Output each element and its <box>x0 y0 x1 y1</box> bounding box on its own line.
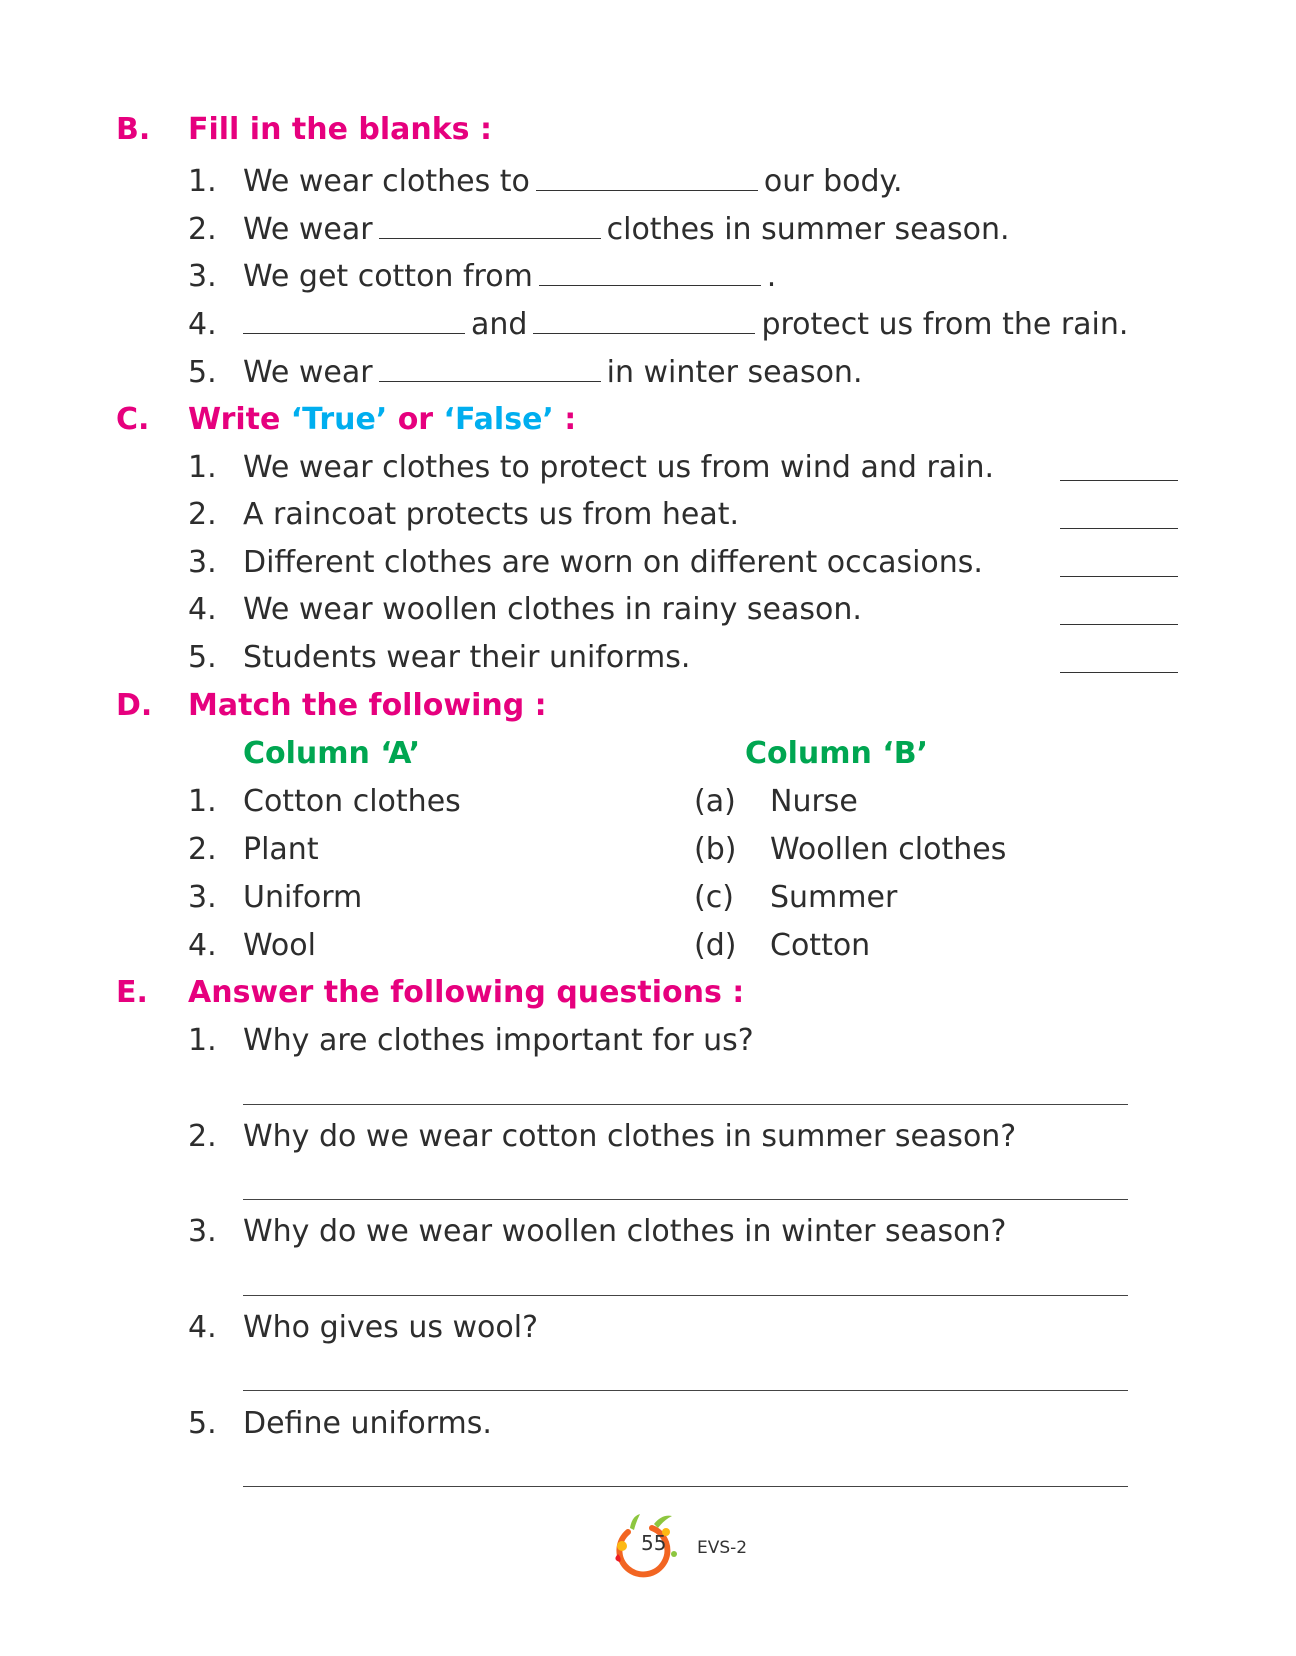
b-item-2 <box>243 210 1010 250</box>
e-item-5-text: Define uniforms. <box>243 1406 492 1441</box>
section-d-title: Match the following : <box>188 688 547 723</box>
c-item-4-answer-blank[interactable] <box>1060 624 1178 625</box>
d-row-3-b: Summer <box>770 880 898 915</box>
d-row-1-b: Nurse <box>770 784 858 819</box>
b-item-5-blank[interactable] <box>379 353 601 382</box>
e-item-2-text: Why do we wear cotton clothes in summer season? <box>243 1119 1017 1154</box>
e-item-1-num: 1. <box>188 1023 217 1058</box>
b-item-4 <box>243 305 1128 345</box>
b-item-5-after: in winter season. <box>606 355 863 390</box>
section-b-title: Fill in the blanks : <box>188 112 492 147</box>
e-item-5-num: 5. <box>188 1406 217 1441</box>
e-item-2-num: 2. <box>188 1119 217 1154</box>
e-item-4-num: 4. <box>188 1310 217 1345</box>
section-c-title-start: Write <box>188 402 291 437</box>
e-item-3-num: 3. <box>188 1214 217 1249</box>
c-item-5-num: 5. <box>188 640 217 675</box>
c-item-3-num: 3. <box>188 545 217 580</box>
e-item-2-answer-line[interactable] <box>243 1199 1128 1200</box>
d-row-4-num: 4. <box>188 928 217 963</box>
c-item-2-answer-blank[interactable] <box>1060 528 1178 529</box>
d-row-1-letter: (a) <box>694 784 736 819</box>
d-row-2-num: 2. <box>188 832 217 867</box>
section-b-letter: B. <box>116 112 151 147</box>
b-item-4-blank-1[interactable] <box>243 305 465 334</box>
e-item-1-answer-line[interactable] <box>243 1104 1128 1105</box>
b-item-3-num: 3. <box>188 259 217 294</box>
c-item-1-answer-blank[interactable] <box>1060 480 1178 481</box>
b-item-3 <box>243 257 776 297</box>
b-item-1-before: We wear clothes to <box>243 164 530 199</box>
b-item-4-blank-2[interactable] <box>533 305 755 334</box>
b-item-1-num: 1. <box>188 164 217 199</box>
d-row-4-letter: (d) <box>694 928 737 963</box>
d-row-2-a: Plant <box>243 832 319 867</box>
section-c-or: or <box>387 402 444 437</box>
b-item-3-blank[interactable] <box>539 257 761 286</box>
column-b-heading: Column ‘B’ <box>745 736 928 771</box>
d-row-2-b: Woollen clothes <box>770 832 1007 867</box>
b-item-2-after: clothes in summer season. <box>606 212 1010 247</box>
c-item-1-num: 1. <box>188 450 217 485</box>
b-item-2-num: 2. <box>188 212 217 247</box>
e-item-5-answer-line[interactable] <box>243 1486 1128 1487</box>
b-item-5 <box>243 353 862 393</box>
section-e-letter: E. <box>116 975 148 1010</box>
section-d-letter: D. <box>116 688 153 723</box>
b-item-4-after: protect us from the rain. <box>761 307 1129 342</box>
c-item-1-text: We wear clothes to protect us from wind and rain. <box>243 450 995 485</box>
book-code: EVS-2 <box>697 1538 748 1558</box>
c-item-5-answer-blank[interactable] <box>1060 672 1178 673</box>
b-item-2-blank[interactable] <box>379 210 601 239</box>
d-row-4-b: Cotton <box>770 928 871 963</box>
b-item-3-after: . <box>766 259 777 294</box>
d-row-1-a: Cotton clothes <box>243 784 461 819</box>
c-item-2-text: A raincoat protects us from heat. <box>243 497 740 532</box>
e-item-1-text: Why are clothes important for us? <box>243 1023 754 1058</box>
b-item-2-before: We wear <box>243 212 373 247</box>
d-row-3-letter: (c) <box>694 880 734 915</box>
b-item-5-num: 5. <box>188 355 217 390</box>
c-item-2-num: 2. <box>188 497 217 532</box>
b-item-3-before: We get cotton from <box>243 259 533 294</box>
section-c-letter: C. <box>116 402 150 437</box>
d-row-1-num: 1. <box>188 784 217 819</box>
b-item-1 <box>243 162 903 202</box>
false-keyword: ‘False’ <box>443 402 554 437</box>
e-item-4-answer-line[interactable] <box>243 1390 1128 1391</box>
b-item-1-after: our body. <box>763 164 903 199</box>
section-c-title <box>188 400 576 440</box>
d-row-3-num: 3. <box>188 880 217 915</box>
b-item-4-num: 4. <box>188 307 217 342</box>
c-item-3-answer-blank[interactable] <box>1060 576 1178 577</box>
c-item-3-text: Different clothes are worn on different occasions. <box>243 545 983 580</box>
section-c-title-end: : <box>553 402 577 437</box>
true-keyword: ‘True’ <box>290 402 388 437</box>
d-row-4-a: Wool <box>243 928 316 963</box>
e-item-3-text: Why do we wear woollen clothes in winter season? <box>243 1214 1007 1249</box>
page-number: 55 <box>641 1531 667 1555</box>
d-row-3-a: Uniform <box>243 880 363 915</box>
c-item-4-num: 4. <box>188 592 217 627</box>
c-item-5-text: Students wear their uniforms. <box>243 640 691 675</box>
d-row-2-letter: (b) <box>694 832 737 867</box>
e-item-4-text: Who gives us wool? <box>243 1310 539 1345</box>
b-item-1-blank[interactable] <box>536 162 758 191</box>
b-item-5-before: We wear <box>243 355 373 390</box>
column-a-heading: Column ‘A’ <box>243 736 421 771</box>
b-item-4-mid: and <box>471 307 528 342</box>
e-item-3-answer-line[interactable] <box>243 1295 1128 1296</box>
c-item-4-text: We wear woollen clothes in rainy season. <box>243 592 862 627</box>
section-e-title: Answer the following questions : <box>188 975 745 1010</box>
